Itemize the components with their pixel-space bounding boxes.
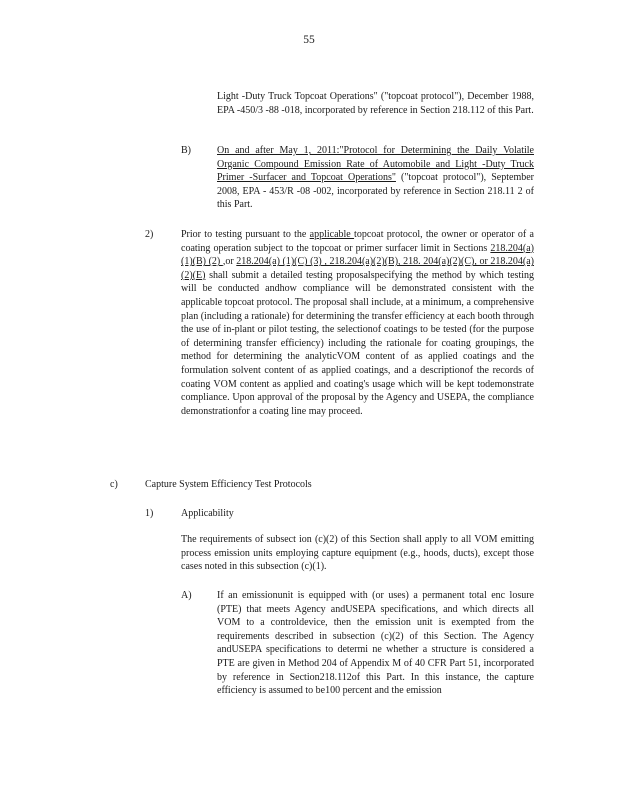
item-1-label: 1) (145, 508, 154, 519)
continued-text: Light -Duty Truck Topcoat Operations" ("topcoat protocol"), December 1988, EPA -450/3 -88 -018, incorporated by reference in Section 218.112 of this Part. (217, 91, 534, 116)
item-2-underlined-1: applicable (309, 229, 355, 240)
item-b-label: B) (181, 145, 191, 156)
item-a-text: If an emissionunit is equipped with (or uses) a permanent total enc losure (PTE) that meets Agency andUSEPA specifications, and which directs all VOM to a controldevice, then the emission unit is exempted from the requirements described in subsection (c)(2) of this Section. The Agency andUSEPA specifications to determi ne whether a structure is considered a PTE are given in Method 204 of Appendix M of 40 CFR Part 51, incorporated by reference in Section218.112of this Part. In this instance, the capture efficiency is assumed to be100 percent and the emission (217, 590, 534, 697)
item-b-paragraph (217, 144, 534, 212)
item-2-paragraph (181, 228, 534, 418)
item-1-paragraph (181, 533, 534, 574)
item-2-text-4: shall submit a detailed testing proposalspecifying the method by which testing will be conducted andhow compliance will be demonstrated consistent with the applicable topcoat protocol. The proposal shall include, at a minimum, a comprehensive plan (including a rationale) for determining the transfer efficiency at each booth through the use of in-plant or pilot testing, the selectionof coatings to be tested (for the purpose of determining transfer efficiency) including the rationale for coating groupings, the method for determining the analyticVOM content of as applied coatings and the formulation solvent content of as applied coatings, and a descriptionof the records of coating VOM content as applied and coating's usage which will be kept todemonstrate compliance. Upon approval of the proposal by the Agency and USEPA, the compliance demonstrationfor a coating line may proceed. (181, 269, 535, 417)
continued-paragraph (217, 90, 534, 117)
item-b-underlined-text: On and after May 1, 2011:"Protocol for Determining the Daily Volatile Organic Compound Emission Rate of Automobile and Light -Duty Truck Primer -Surfacer and Topcoat Operations" (217, 145, 534, 184)
item-1-text: The requirements of subsect ion (c)(2) of this Section shall apply to all VOM emitting process emission units employing capture equipment (e.g., hoods, ducts), except those cases noted in this subsection (c)(1). (181, 534, 534, 573)
item-b-text: ("topcoat protocol"), September 2008, EPA - 453/R -08 -002, incorporated by reference in Section 218.11 2 of this Part. (217, 172, 534, 211)
item-a-paragraph (217, 589, 534, 698)
item-2-underlined-3: 218.204(a) (1)(C) (3) , 218.204(a)(2)(B), 218. 204(a)(2)(C), or 218.204(a)(2)(E) (181, 256, 534, 281)
item-a-label: A) (181, 590, 192, 601)
section-c-label: c) (110, 479, 118, 490)
item-1-heading: Applicability (181, 508, 234, 519)
item-2-text-1: Prior to testing pursuant to the (181, 229, 310, 240)
item-2-text-2: topcoat protocol, the owner or operator of a coating operation subject to the topcoat or primer surfacer limit in Sections (181, 229, 534, 254)
section-c-heading: Capture System Efficiency Test Protocols (145, 479, 312, 490)
item-2-underlined-2: 218.204(a) (1)(B) (2) (181, 242, 534, 268)
page-number: 55 (303, 34, 315, 46)
item-2-text-3: ,or (222, 256, 237, 268)
item-2-label: 2) (145, 229, 154, 240)
